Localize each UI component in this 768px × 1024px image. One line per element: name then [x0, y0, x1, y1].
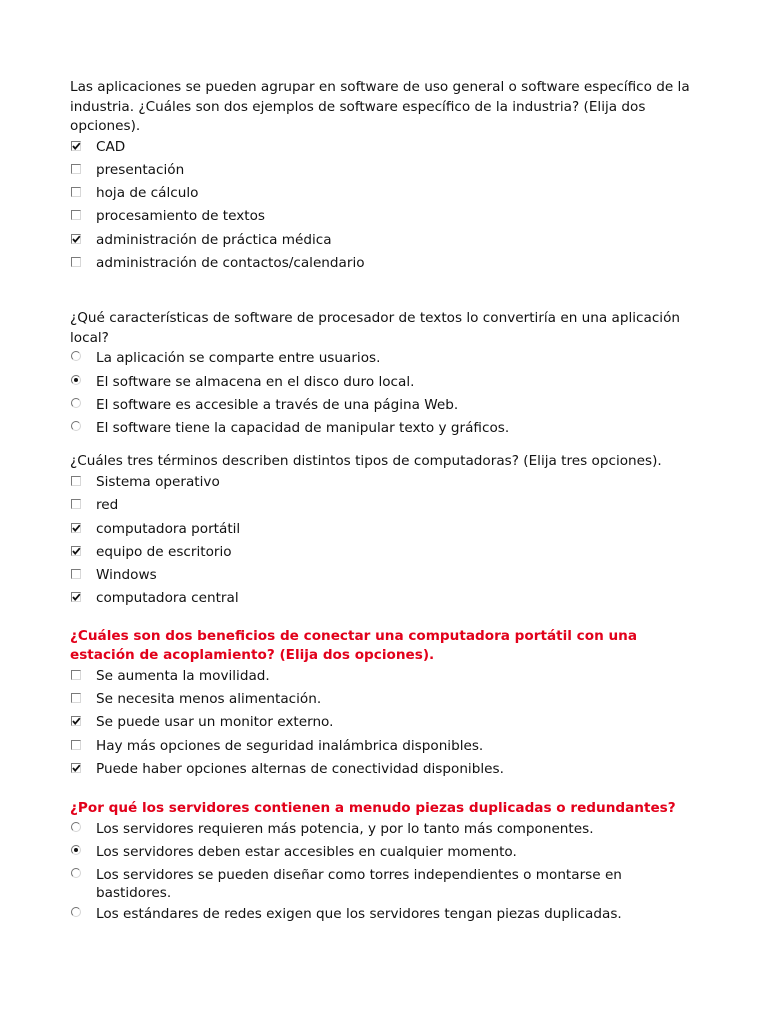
- question-1-option-1[interactable]: [70, 138, 700, 161]
- option-label: computadora portátil: [96, 520, 241, 537]
- option-label: Se aumenta la movilidad.: [96, 667, 270, 684]
- radio-button[interactable]: [71, 351, 81, 361]
- option-label: Los servidores deben estar accesibles en cualquier momento.: [96, 844, 517, 861]
- checkbox[interactable]: [71, 164, 81, 174]
- question-5: [70, 799, 700, 928]
- check-mark-icon: [72, 717, 81, 726]
- radio-button[interactable]: [71, 907, 81, 917]
- radio-button[interactable]: [71, 421, 81, 431]
- option-label: Hay más opciones de seguridad inalámbrica disponibles.: [96, 737, 484, 754]
- option-label: El software se almacena en el disco duro local.: [96, 373, 415, 390]
- option-label: Los estándares de redes exigen que los servidores tengan piezas duplicadas.: [96, 906, 622, 923]
- checkbox[interactable]: [71, 716, 81, 726]
- checkbox[interactable]: [71, 187, 81, 197]
- question-3-option-3[interactable]: [70, 520, 700, 543]
- checkbox[interactable]: [71, 476, 81, 486]
- question-3-text: ¿Cuáles tres términos describen distintos tipos de computadoras? (Elija tres opciones).: [70, 453, 662, 470]
- question-4-text: ¿Cuáles son dos beneficios de conectar una computadora portátil con una estación de acoplamiento? (Elija dos opciones).: [70, 627, 638, 664]
- question-3-option-4[interactable]: [70, 543, 700, 566]
- option-label: Puede haber opciones alternas de conectividad disponibles.: [96, 760, 504, 777]
- checkbox[interactable]: [71, 257, 81, 267]
- question-4-option-2[interactable]: [70, 690, 700, 713]
- checkbox[interactable]: [71, 234, 81, 244]
- question-5-option-4[interactable]: [70, 905, 700, 928]
- check-mark-icon: [72, 142, 81, 151]
- checkbox[interactable]: [71, 592, 81, 602]
- question-2-option-3[interactable]: [70, 396, 700, 419]
- radio-button[interactable]: [71, 822, 81, 832]
- radio-button[interactable]: [71, 868, 81, 878]
- option-label: El software es accesible a través de una página Web.: [96, 396, 459, 413]
- question-5-text: ¿Por qué los servidores contienen a menudo piezas duplicadas o redundantes?: [70, 800, 676, 817]
- check-mark-icon: [72, 524, 81, 533]
- question-1-option-2[interactable]: [70, 161, 700, 184]
- option-label: Se puede usar un monitor externo.: [96, 714, 334, 731]
- question-3-option-2[interactable]: [70, 496, 700, 519]
- question-3-option-1[interactable]: [70, 473, 700, 496]
- radio-dot-icon: [74, 378, 78, 382]
- option-label: Sistema operativo: [96, 473, 220, 490]
- option-label: Los servidores requieren más potencia, y por lo tanto más componentes.: [96, 820, 594, 837]
- question-4: [70, 627, 700, 783]
- check-mark-icon: [72, 547, 81, 556]
- option-label: administración de contactos/calendario: [96, 254, 365, 271]
- option-label: red: [96, 497, 119, 514]
- question-3-option-6[interactable]: [70, 589, 700, 612]
- checkbox[interactable]: [71, 546, 81, 556]
- question-1-option-3[interactable]: [70, 184, 700, 207]
- check-mark-icon: [72, 593, 81, 602]
- option-label: Los servidores se pueden diseñar como torres independientes o montarse en bastidores.: [96, 867, 622, 902]
- question-2-option-1[interactable]: [70, 349, 700, 372]
- radio-button[interactable]: [71, 398, 81, 408]
- checkbox[interactable]: [71, 499, 81, 509]
- option-label: administración de práctica médica: [96, 231, 332, 248]
- checkbox[interactable]: [71, 670, 81, 680]
- question-1: [70, 78, 700, 277]
- option-label: El software tiene la capacidad de manipular texto y gráficos.: [96, 420, 510, 437]
- question-3: [70, 452, 700, 612]
- checkbox[interactable]: [71, 693, 81, 703]
- check-mark-icon: [72, 235, 81, 244]
- option-label: CAD: [96, 138, 126, 155]
- question-1-option-5[interactable]: [70, 231, 700, 254]
- question-5-option-3[interactable]: [70, 866, 700, 902]
- radio-button[interactable]: [71, 375, 81, 385]
- question-1-option-4[interactable]: [70, 207, 700, 230]
- question-4-option-1[interactable]: [70, 667, 700, 690]
- option-label: computadora central: [96, 590, 239, 607]
- checkbox[interactable]: [71, 740, 81, 750]
- checkbox[interactable]: [71, 210, 81, 220]
- option-label: equipo de escritorio: [96, 543, 232, 560]
- question-2: [70, 309, 700, 442]
- question-4-option-5[interactable]: [70, 760, 700, 783]
- option-label: La aplicación se comparte entre usuarios.: [96, 350, 381, 367]
- checkbox[interactable]: [71, 763, 81, 773]
- checkbox[interactable]: [71, 141, 81, 151]
- question-2-option-4[interactable]: [70, 419, 700, 442]
- option-label: Se necesita menos alimentación.: [96, 691, 322, 708]
- option-label: presentación: [96, 161, 185, 178]
- checkbox[interactable]: [71, 569, 81, 579]
- option-label: procesamiento de textos: [96, 208, 265, 225]
- question-1-text: Las aplicaciones se pueden agrupar en software de uso general o software específico de la industria. ¿Cuáles son dos ejemplos de software específico de la industria? (Elija dos opciones).: [70, 79, 690, 134]
- question-1-option-6[interactable]: [70, 254, 700, 277]
- quiz-page: [70, 78, 700, 929]
- option-label: Windows: [96, 567, 157, 584]
- radio-dot-icon: [74, 848, 78, 852]
- question-4-option-3[interactable]: [70, 713, 700, 736]
- question-2-text: ¿Qué características de software de procesador de textos lo convertiría en una aplicación local?: [70, 310, 681, 346]
- question-5-option-2[interactable]: [70, 843, 700, 866]
- question-2-option-2[interactable]: [70, 373, 700, 396]
- question-5-option-1[interactable]: [70, 820, 700, 843]
- question-4-option-4[interactable]: [70, 737, 700, 760]
- check-mark-icon: [72, 764, 81, 773]
- checkbox[interactable]: [71, 523, 81, 533]
- option-label: hoja de cálculo: [96, 185, 199, 202]
- question-3-option-5[interactable]: [70, 566, 700, 589]
- radio-button[interactable]: [71, 845, 81, 855]
